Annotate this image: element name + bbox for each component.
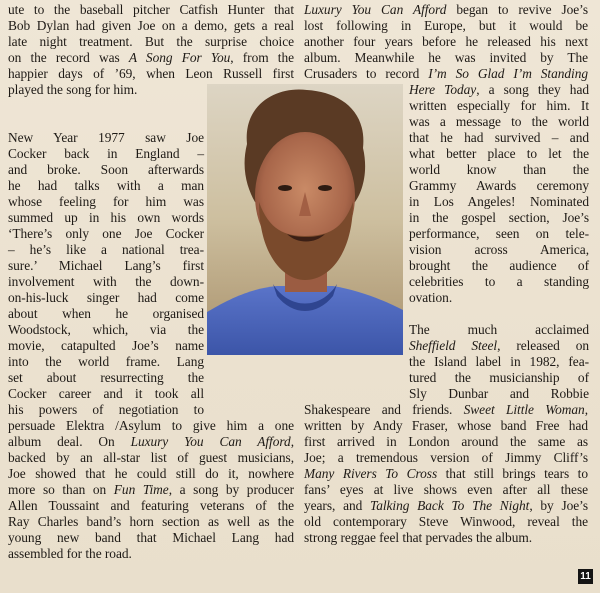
text-run: Bob Dylan had given Joe on a demo, gets a real (8, 18, 294, 33)
text-line (8, 386, 204, 402)
text-line (8, 242, 204, 258)
italic-title: A Song For You (128, 50, 231, 65)
text-run: Woodstock, which, via the (8, 322, 204, 337)
page-number: 11 (578, 569, 593, 584)
italic-title: I’m So Glad I’m Standing (428, 66, 588, 81)
text-line (8, 338, 204, 354)
text-line (409, 258, 589, 274)
text-run: years, and (304, 498, 371, 513)
text-run: began to revive Joe’s (446, 2, 588, 17)
text-run: happier days of ’69, when Leon Russell first (8, 66, 294, 81)
text-line (409, 338, 589, 354)
text-line (409, 226, 589, 242)
text-line (409, 162, 589, 178)
text-line (8, 514, 294, 530)
text-line (304, 66, 588, 82)
text-line (409, 178, 589, 194)
text-line (8, 498, 294, 514)
text-run: what better place to let the (409, 146, 589, 161)
text-run: Cocker career and it took all (8, 386, 204, 401)
text-line (304, 514, 588, 530)
text-run: album deal. On (8, 434, 131, 449)
text-run: The much acclaimed (409, 322, 589, 337)
text-run: into the world frame. Lang (8, 354, 204, 369)
text-run: played the song for him. (8, 82, 138, 97)
text-line (409, 146, 589, 162)
text-line (8, 258, 204, 274)
text-run: Shakespeare and friends. (304, 402, 464, 417)
text-line (8, 418, 294, 434)
text-run: ovation. (409, 290, 453, 305)
text-line (8, 450, 294, 466)
text-run: , a song by producer (168, 482, 294, 497)
text-line (409, 210, 589, 226)
text-line (8, 466, 294, 482)
text-run: Joe showed that he could still do it, nowhere (8, 466, 294, 481)
text-line (8, 370, 204, 386)
text-line (8, 66, 294, 82)
text-run: set about resurrecting the (8, 370, 204, 385)
italic-title: Talking Back To The Night (370, 498, 530, 513)
text-line (304, 18, 588, 34)
text-line (8, 290, 204, 306)
portrait-photo (207, 84, 403, 355)
text-line (8, 402, 204, 418)
text-run: more so than on (8, 482, 114, 497)
text-run: – he’s like a national trea- (8, 242, 204, 257)
text-run: Ray Charles band’s horn section as well as the (8, 514, 294, 529)
text-run: New Year 1977 saw Joe (8, 130, 204, 145)
text-run: ‘There’s only one Joe Cocker (8, 226, 204, 241)
text-run: Cocker back in England – (8, 146, 204, 161)
text-line (8, 194, 204, 210)
text-run: his powers of negotiation to (8, 402, 204, 417)
text-run: assembled for the road. (8, 546, 132, 561)
text-run: involvement with the down- (8, 274, 204, 289)
text-line (304, 498, 588, 514)
italic-title: Many Rivers To Cross (304, 466, 438, 481)
text-line (304, 2, 588, 18)
text-run: written especially for him. It (409, 98, 589, 113)
text-line (409, 322, 589, 338)
text-run: another four years before he released his next (304, 34, 588, 49)
text-line (8, 18, 294, 34)
text-run: that he had survived – and (409, 130, 589, 145)
text-run: world know than the (409, 162, 589, 177)
text-run: Grammy Awards ceremony (409, 178, 589, 193)
text-run: backed by an all-star list of guest musicians, (8, 450, 294, 465)
text-line (8, 226, 204, 242)
text-run: in the gospel section, Joe’s (409, 210, 589, 225)
left-eye (278, 185, 292, 191)
text-run: Allen Toussaint and featuring veterans of the (8, 498, 294, 513)
text-run: fans’ eyes at live shows even after all these (304, 482, 588, 497)
text-line (304, 50, 588, 66)
text-line (8, 146, 204, 162)
text-run: was a message to the world (409, 114, 589, 129)
text-run: written by Andy Fraser, whose band Free had (304, 418, 588, 433)
text-run: on-his-luck singer had come (8, 290, 204, 305)
text-line (304, 482, 588, 498)
text-line (409, 130, 589, 146)
text-line (304, 450, 588, 466)
text-run: first arrived in London around the same as (304, 434, 588, 449)
text-run: movie, catapulted Joe’s name (8, 338, 204, 353)
text-run: tured the musicianship of (409, 370, 589, 385)
text-line (409, 114, 589, 130)
text-run: Joe; a tremendous version of Jimmy Cliff’s (304, 450, 588, 465)
text-run: , by Joe’s (529, 498, 588, 513)
italic-title: Here Today (409, 82, 477, 97)
text-run: Crusaders to record (304, 66, 429, 81)
text-run: celebrities to a standing (409, 274, 589, 289)
text-run: persuade Elektra /Asylum to give him a one (8, 418, 294, 433)
text-line (8, 322, 204, 338)
text-line (304, 418, 588, 434)
text-run: strong reggae feel that pervades the album. (304, 530, 533, 545)
text-line (8, 34, 294, 50)
text-run: , released on (497, 338, 589, 353)
text-line (409, 82, 589, 98)
text-line (8, 434, 294, 450)
text-run: album. Meanwhile he was invited by The (304, 50, 588, 65)
text-line (409, 386, 589, 402)
text-line (304, 434, 588, 450)
text-run: summed up in his own words (8, 210, 204, 225)
text-line (304, 530, 588, 546)
text-run: performance, seen on tele- (409, 226, 589, 241)
portrait-illustration (207, 84, 403, 355)
text-line (409, 370, 589, 386)
text-line (8, 50, 294, 66)
text-line (304, 34, 588, 50)
italic-title: Fun Time (113, 482, 169, 497)
text-line (8, 2, 294, 18)
text-run: about when he organised (8, 306, 204, 321)
right-eye (318, 185, 332, 191)
text-line (409, 98, 589, 114)
text-run: whose feeling for him was (8, 194, 204, 209)
text-run: in Los Angeles! Nominated (409, 194, 589, 209)
text-run: , from the (230, 50, 294, 65)
text-line (304, 402, 588, 418)
text-line (409, 242, 589, 258)
text-run: ute to the baseball pitcher Catfish Hunter that (8, 2, 294, 17)
text-line (8, 274, 204, 290)
text-line (8, 178, 204, 194)
italic-title: Sheffield Steel (409, 338, 498, 353)
text-run: late night treatment. But the surprise choice (8, 34, 294, 49)
text-run: vision across America, (409, 242, 589, 257)
text-run: that still brings tears to (437, 466, 588, 481)
text-run: lost following in Europe, but it would be (304, 18, 588, 33)
text-line (8, 306, 204, 322)
text-run: , (290, 434, 294, 449)
text-run: sure.’ Michael Lang’s first (8, 258, 204, 273)
text-line (304, 466, 588, 482)
text-line (8, 354, 204, 370)
italic-title: Luxury You Can Afford (130, 434, 291, 449)
text-run: and broke. Soon afterwards (8, 162, 204, 177)
text-run: young new band that Michael Lang had (8, 530, 294, 545)
text-line (8, 482, 294, 498)
text-line (409, 194, 589, 210)
text-line (8, 162, 204, 178)
text-run: on the record was (8, 50, 129, 65)
italic-title: Sweet Little Woman (463, 402, 585, 417)
text-line (409, 354, 589, 370)
text-run: brought the audience of (409, 258, 589, 273)
text-line (8, 210, 204, 226)
text-run: , (584, 402, 588, 417)
text-run: the Island label in 1982, fea- (409, 354, 589, 369)
text-run: he had talks with a man (8, 178, 204, 193)
text-line (409, 274, 589, 290)
text-run: Sly Dunbar and Robbie (409, 386, 589, 401)
text-line (8, 530, 294, 546)
text-line (8, 546, 294, 562)
text-line (8, 130, 204, 146)
text-run: , a song they had (476, 82, 589, 97)
text-run: old contemporary Steve Winwood, reveal the (304, 514, 588, 529)
text-line (409, 290, 589, 306)
italic-title: Luxury You Can Afford (304, 2, 447, 17)
